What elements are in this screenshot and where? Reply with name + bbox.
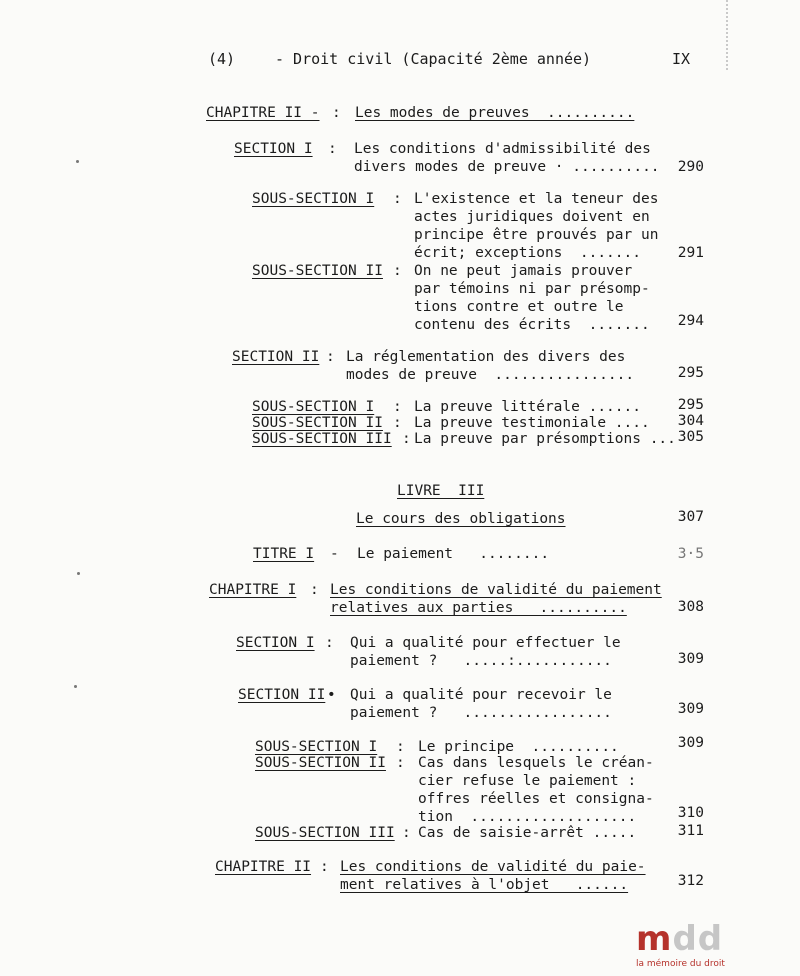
toc-title-line: contenu des écrits .......: [414, 317, 650, 333]
logo-mark-right: dd: [672, 919, 724, 959]
logo-mark: [636, 919, 736, 959]
toc-title-line: Les conditions de validité du paie-: [340, 859, 646, 875]
toc-page-number: 3·5: [677, 546, 704, 562]
toc-page-number: 295: [677, 365, 704, 381]
toc-label: SOUS-SECTION II: [252, 415, 383, 431]
toc-title-line: ment relatives à l'objet ......: [340, 877, 629, 893]
toc-title-line: cier refuse le paiement :: [418, 773, 637, 789]
toc-title-line: paiement ? .....:...........: [350, 653, 612, 669]
toc-separator: :: [325, 635, 334, 651]
toc-label: SOUS-SECTION II: [255, 755, 386, 771]
toc-title-line: L'existence et la teneur des: [414, 191, 659, 207]
book-heading: LIVRE III: [397, 483, 485, 499]
toc-page-number: 312: [677, 873, 704, 889]
toc-label: SOUS-SECTION I: [255, 739, 378, 755]
toc-separator: :: [393, 399, 402, 415]
toc-label: CHAPITRE II -: [206, 105, 320, 121]
toc-title-line: Les conditions de validité du paiement: [330, 582, 662, 598]
header-roman-numeral: IX: [672, 50, 691, 68]
toc-label: SOUS-SECTION I: [252, 399, 375, 415]
toc-label: TITRE I: [253, 546, 315, 562]
toc-title-line: tion ...................: [418, 809, 637, 825]
toc-title-line: principe être prouvés par un: [414, 227, 659, 243]
toc-label: SOUS-SECTION I: [252, 191, 375, 207]
toc-title-line: divers modes de preuve · ..........: [354, 159, 660, 175]
toc-label: CHAPITRE I: [209, 582, 297, 598]
toc-label: CHAPITRE II: [215, 859, 312, 875]
toc-separator: :: [328, 141, 337, 157]
toc-separator: :: [396, 755, 405, 771]
mdd-logo: [636, 919, 736, 969]
toc-separator: :: [320, 859, 329, 875]
toc-title-line: La preuve littérale ......: [414, 399, 641, 415]
toc-title-line: Les modes de preuves ..........: [355, 105, 635, 121]
toc-title-line: relatives aux parties ..........: [330, 600, 627, 616]
toc-title-line: Cas de saisie-arrêt .....: [418, 825, 637, 841]
toc-label: SECTION I: [236, 635, 315, 651]
toc-title-line: Les conditions d'admissibilité des: [354, 141, 651, 157]
toc-title-line: Le principe ..........: [418, 739, 619, 755]
toc-separator: :: [396, 739, 405, 755]
toc-title-line: actes juridiques doivent en: [414, 209, 650, 225]
toc-title-line: par témoins ni par présomp-: [414, 281, 650, 297]
header-title: - Droit civil (Capacité 2ème année): [275, 50, 592, 68]
toc-separator: •: [327, 687, 336, 703]
toc-page-number: 291: [677, 245, 704, 261]
logo-mark-left: m: [636, 919, 673, 959]
scan-edge-dots: [726, 0, 732, 70]
toc-page-number: 305: [677, 429, 704, 445]
toc-title-line: La réglementation des divers des: [346, 349, 626, 365]
toc-label: SECTION II: [238, 687, 326, 703]
toc-separator: :: [326, 349, 335, 365]
toc-title-line: Qui a qualité pour recevoir le: [350, 687, 612, 703]
toc-separator: :: [393, 263, 402, 279]
header-page-ref: (4): [208, 50, 236, 68]
book-subtitle: Le cours des obligations: [356, 511, 566, 527]
toc-page-number: 308: [677, 599, 704, 615]
toc-separator: :: [332, 105, 341, 121]
margin-speck: [74, 685, 77, 688]
toc-label: SOUS-SECTION III: [255, 825, 395, 841]
toc-separator: :: [402, 431, 411, 447]
toc-page-number: 290: [677, 159, 704, 175]
toc-title-line: Qui a qualité pour effectuer le: [350, 635, 621, 651]
toc-separator: :: [393, 191, 402, 207]
toc-title-line: La preuve par présomptions ...: [414, 431, 676, 447]
margin-speck: [77, 572, 80, 575]
toc-title-line: écrit; exceptions .......: [414, 245, 641, 261]
toc-page-number: 295: [677, 397, 704, 413]
toc-page-number: 310: [677, 805, 704, 821]
margin-speck: [76, 160, 79, 163]
toc-separator: -: [330, 546, 339, 562]
toc-separator: :: [393, 415, 402, 431]
toc-title-line: modes de preuve ................: [346, 367, 635, 383]
toc-title-line: offres réelles et consigna-: [418, 791, 654, 807]
toc-title-line: paiement ? .................: [350, 705, 612, 721]
toc-page-number: 309: [677, 651, 704, 667]
toc-title-line: Le paiement ........: [357, 546, 550, 562]
toc-label: SECTION II: [232, 349, 320, 365]
toc-label: SECTION I: [234, 141, 313, 157]
toc-page-number: 294: [677, 313, 704, 329]
toc-title-line: tions contre et outre le: [414, 299, 624, 315]
toc-title-line: Cas dans lesquels le créan-: [418, 755, 654, 771]
toc-page-number: 304: [677, 413, 704, 429]
toc-separator: :: [402, 825, 411, 841]
toc-page-number: 309: [677, 701, 704, 717]
toc-title-line: La preuve testimoniale ....: [414, 415, 650, 431]
toc-page-number: 311: [677, 823, 704, 839]
toc-label: SOUS-SECTION III: [252, 431, 392, 447]
logo-tagline: la mémoire du droit: [636, 959, 725, 969]
toc-label: SOUS-SECTION II: [252, 263, 383, 279]
toc-page-number: 307: [677, 509, 704, 525]
toc-page-number: 309: [677, 735, 704, 751]
toc-title-line: On ne peut jamais prouver: [414, 263, 633, 279]
toc-separator: :: [310, 582, 319, 598]
